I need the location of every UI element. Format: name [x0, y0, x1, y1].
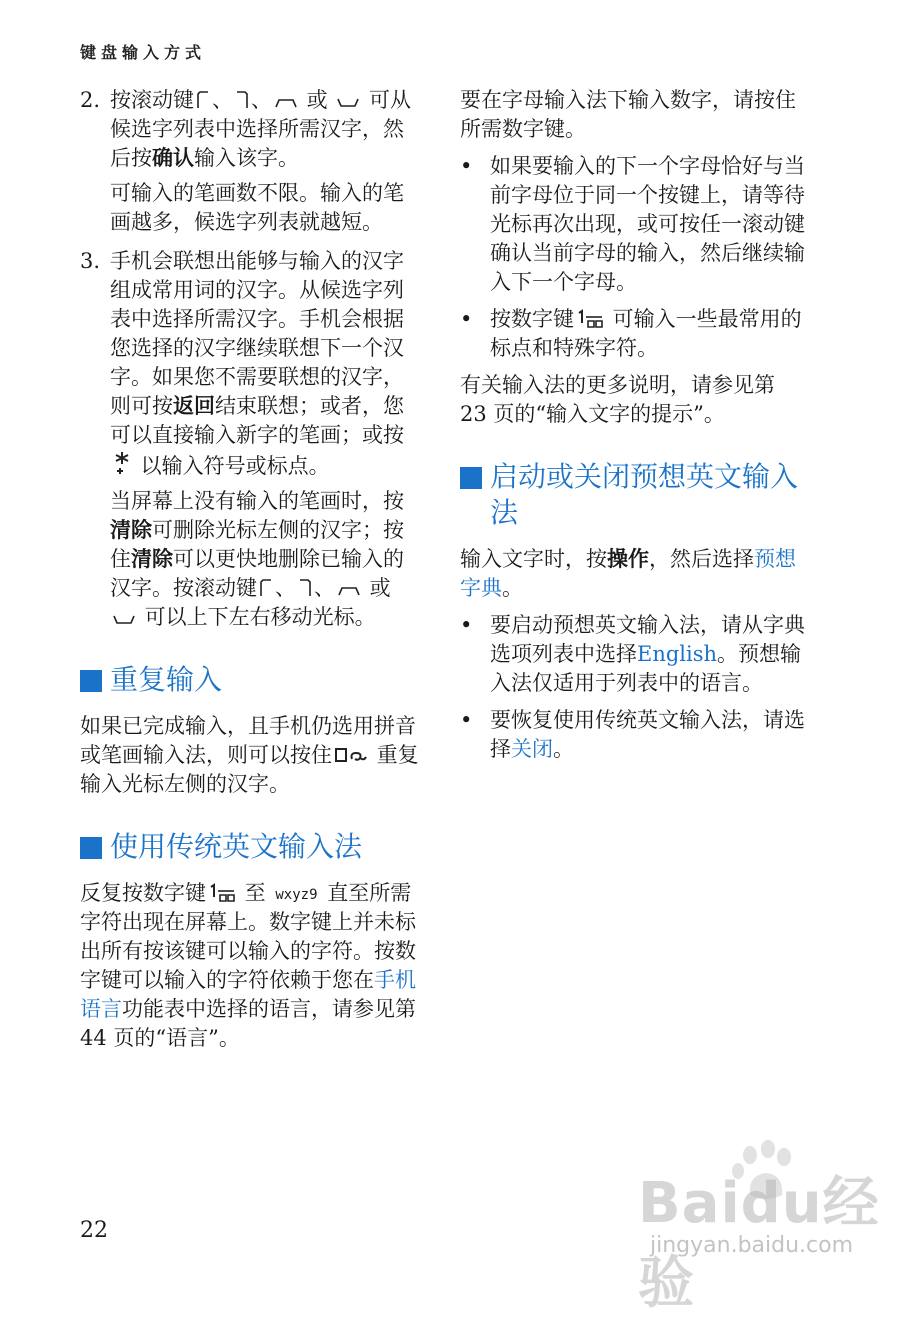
scroll-down-key-icon: [112, 613, 136, 627]
watermark-url: jingyan.baidu.com: [650, 1233, 854, 1258]
page-number: 22: [80, 1218, 108, 1243]
scroll-up-key-icon: [337, 584, 361, 598]
watermark-logo-text: Baidu经验: [638, 1171, 880, 1316]
right-column: [460, 86, 805, 772]
section-body: 如果已完成输入，且手机仍选用拼音或笔画输入法，则可以按住 重复输入光标左侧的汉字。: [80, 714, 419, 796]
step-3-note: 当屏幕上没有输入的笔画时，按清除可删除光标左侧的汉字；按住清除可以更快地删除已输入的汉字。按滚动键 、 、 或 可以上下左右移动光标。: [110, 489, 404, 629]
scroll-right-key-icon: [298, 578, 312, 598]
bullet-item: • 如果要输入的下一个字母恰好与当前字母位于同一个按键上，请等待光标再次出现，或可按任一滚动键确认当前字母的输入，然后继续输入下一个字母。: [460, 154, 805, 294]
section-body: 反复按数字键 至 wxyz9 直至所需字符出现在屏幕上。数字键上并未标出所有按该键可以输入的字符。按数字键可以输入的字符依赖于您在手机语言功能表中选择的语言，请参见第 44 页的“语言”。: [80, 881, 416, 1050]
section-square-icon: [80, 837, 102, 859]
star-key-icon: [112, 450, 132, 476]
key-1-icon: [208, 883, 236, 903]
step-2-text: 按滚动键 、 、 或 可从候选字列表中选择所需汉字，然后按确认输入该字。: [110, 88, 412, 170]
section-body: 输入文字时，按操作，然后选择预想字典。: [460, 547, 796, 600]
scroll-up-key-icon: [274, 96, 298, 110]
english-option-link[interactable]: English: [637, 642, 718, 666]
section-square-icon: [460, 467, 482, 489]
key-9-icon: wxyz9: [275, 887, 318, 903]
bullet-item: • 要启动预想英文输入法，请从字典选项列表中选择English。预想输入法仅适用于列表中的语言。: [460, 613, 805, 695]
key-0-icon: [334, 747, 368, 765]
section-heading-traditional-input: 使用传统英文输入法: [80, 829, 420, 865]
step-3-text: 手机会联想出能够与输入的汉字组成常用词的汉字。从候选字列表中选择所需汉字。手机会根据您选择的汉字继续联想下一个汉字。如果您不需要联想的汉字，则可按返回结束联想；或者，您可以直接输入新字的笔画；或按 以输入符号或标点。: [110, 249, 404, 478]
section-heading-predictive-input: 启动或关闭预想英文输入法: [460, 459, 805, 531]
section-square-icon: [80, 670, 102, 692]
running-header: 键盘输入方式: [80, 43, 207, 62]
more-info-text: 有关输入法的更多说明，请参见第 23 页的“输入文字的提示”。: [460, 373, 775, 426]
bullet-item: • 按数字键 可输入一些最常用的标点和特殊字符。: [460, 307, 802, 360]
step-3: [80, 247, 420, 632]
intro-text: 要在字母输入法下输入数字，请按住所需数字键。: [460, 88, 796, 141]
baidu-watermark: [630, 1145, 890, 1316]
bullet-dot: •: [460, 613, 473, 637]
phone-language-link[interactable]: 手机语言: [80, 968, 416, 1021]
off-option-link[interactable]: 关闭: [511, 737, 553, 761]
bullet-dot: •: [460, 307, 473, 331]
bullet-item: • 要恢复使用传统英文输入法，请选择关闭。: [460, 708, 805, 761]
scroll-left-key-icon: [196, 90, 210, 110]
key-1-icon: [576, 309, 604, 329]
section-heading-repeat-input: 重复输入: [80, 662, 420, 698]
scroll-left-key-icon: [259, 578, 273, 598]
step-number: 2.: [80, 88, 101, 112]
step-2: [80, 86, 420, 237]
left-column: [80, 86, 420, 1061]
scroll-right-key-icon: [235, 90, 249, 110]
bullet-dot: •: [460, 708, 473, 732]
scroll-down-key-icon: [336, 96, 360, 110]
predictive-dictionary-link[interactable]: 预想字典: [460, 547, 796, 600]
bullet-dot: •: [460, 154, 473, 178]
step-2-note: 可输入的笔画数不限。输入的笔画越多，候选字列表就越短。: [110, 181, 404, 234]
step-number: 3.: [80, 249, 101, 273]
